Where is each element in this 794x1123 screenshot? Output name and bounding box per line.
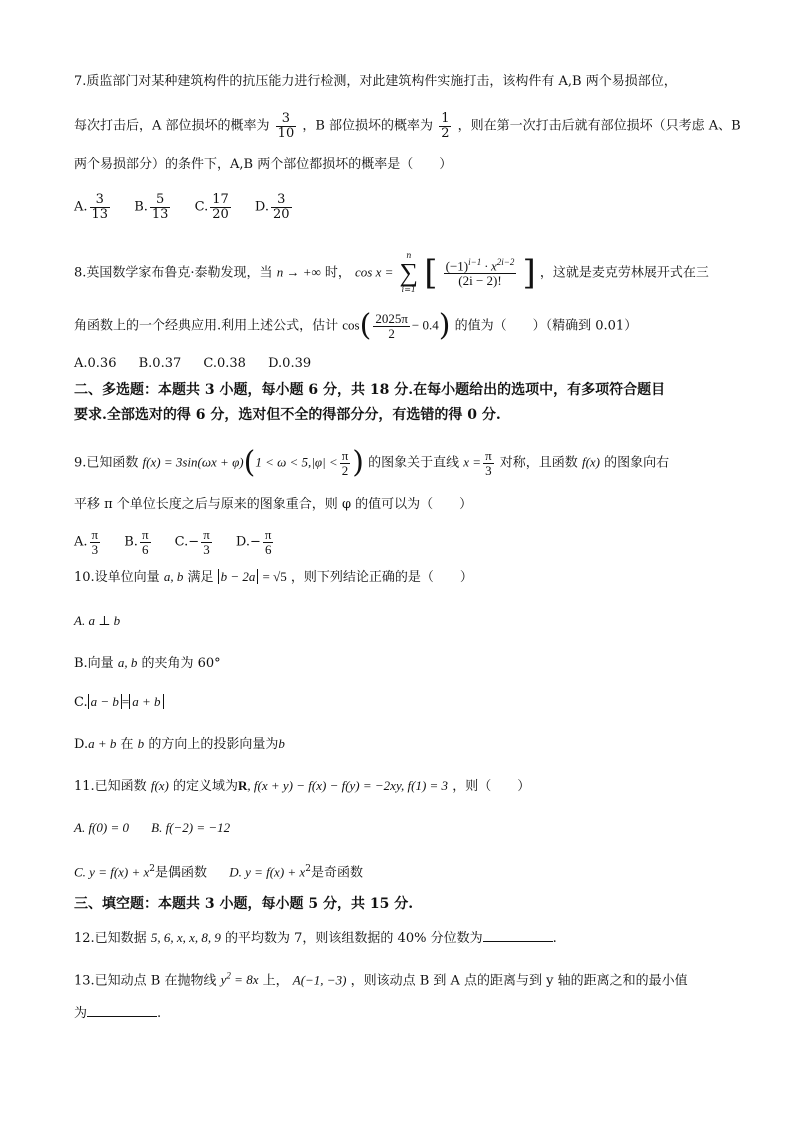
q9-option-b: B. $\frac{\pi}{6}$: [124, 527, 149, 557]
q8-option-a: A.0.36: [74, 356, 117, 371]
q11-option-d: D. $y = f(x) + x^2$是奇函数: [229, 864, 363, 881]
q7-line2-text-a: 每次打击后，A 部位损坏的概率为: [74, 118, 270, 134]
q8-line2-text-b: 的值为（ ）（精确到 0.01）: [454, 318, 638, 334]
q9-line2: 平移 π 个单位长度之后与原来的图象重合，则 φ 的值可以为（ ）: [74, 497, 473, 512]
q7-line3: [74, 155, 452, 175]
q9-option-d: D.− $\frac{\pi}{6}$: [235, 527, 272, 557]
q8-line1-text-b: 时，: [324, 265, 351, 281]
q7-fraction-a: $\frac{3}{10}$: [277, 111, 295, 141]
q11-option-a: A. f(0) = 0: [74, 820, 129, 835]
section2-heading-line1: 二、多选题：本题共 3 小题，每小题 6 分，共 18 分.在每小题给出的选项中，有多项符合题目: [74, 382, 666, 398]
q8-option-d: D.0.39: [268, 356, 312, 371]
q7-option-c: C. $\frac{17}{20}$: [194, 192, 229, 222]
q7-options: [74, 193, 312, 221]
q13-point-a: A(−1, −3): [292, 972, 347, 988]
q7-line2-text-b: ，B 部位损坏的概率为: [302, 118, 434, 134]
q7-line2-text-c: ，则在第一次打击后就有部位损坏（只考虑 A、B: [457, 118, 741, 134]
q8-line1: 8.英国数学家布鲁克·泰勒发现，当 n → +∞ 时， cos x = n ∑ i=1 [ $\frac{(-1)^{i-1} \cdot x^{2i-2}}{(2i - 2)!}$ ] ，这就是麦克劳林展开式在三: [74, 251, 709, 294]
q11-options-ab: [74, 818, 248, 839]
q8-formula-lhs: cos x =: [355, 264, 394, 280]
q12-answer-blank[interactable]: [483, 928, 553, 942]
q8-line2: 角函数上的一个经典应用.利用上述公式，估计 cos( $\frac{2025\pi}{2}$ − 0.4) 的值为（ ）（精确到 0.01）: [74, 308, 638, 344]
q7-option-d: D. $\frac{3}{20}$: [254, 192, 290, 222]
q13-line1: 13.已知动点 B 在抛物线 $y^2 = 8x$ 上， A(−1, −3) ，则该动点 B 到 A 点的距离与到 y 轴的距离之和的最小值: [74, 971, 688, 989]
q7-fraction-b: $\frac{1}{2}$: [441, 111, 450, 141]
q8-option-c: C.0.38: [203, 356, 246, 371]
q10-line1: 10.设单位向量 a, b 满足 b − 2a = √5 ，则下列结论正确的是（ ）: [74, 569, 473, 585]
q7-line1: [74, 72, 677, 92]
q11-functional-equation: , f(x + y) − f(x) − f(y) = −2xy, f(1) = 3: [247, 778, 449, 793]
q8-estimate-fraction: $\frac{2025\pi}{2}$: [375, 311, 408, 341]
q7-option-a: A. $\frac{3}{13}$: [74, 192, 109, 222]
q10-abs-expression: b − 2a: [218, 569, 259, 584]
q13-parabola: $y^2 = 8x$: [220, 971, 259, 988]
section2-heading-line2: 要求.全部选对的得 6 分，选对但不全的得部分分，有选错的得 0 分.: [74, 407, 501, 423]
q8-limit-condition: n → +∞: [276, 264, 321, 280]
q10-option-b: B.向量 a, b 的夹角为 60°: [74, 655, 221, 671]
q7-line3-text: 两个易损部分）的条件下，A,B 两个部位都损坏的概率是（ ）: [74, 157, 453, 172]
q10-vectors: a, b: [163, 569, 184, 584]
section3-heading: 三、填空题：本题共 3 小题，每小题 5 分，共 15 分.: [74, 896, 414, 912]
q13-line2: 为 .: [74, 1003, 161, 1024]
q8-summation: n ∑ i=1: [399, 251, 419, 294]
q9-option-a: A. $\frac{\pi}{3}$: [74, 527, 99, 557]
q10-option-c: C. a − b = a + b: [74, 692, 164, 713]
q9-line1: 9.已知函数 f(x) = 3sin(ωx + φ)(1 < ω < 5,|φ| < $\frac{\pi}{2}$ ) 的图象关于直线 x = $\frac{\pi}{3}$ 对称，且函数 f(x) 的图象向右: [74, 445, 670, 481]
q7-line2: [74, 112, 741, 140]
q8-line1-text-c: ，这就是麦克劳林展开式在三: [539, 265, 709, 281]
q9-option-c: C.− $\frac{\pi}{3}$: [174, 527, 210, 557]
q8-series-term: $\frac{(-1)^{i-1} \cdot x^{2i-2}}{(2i - 2)!}$: [445, 257, 515, 289]
q9-function: f(x) = 3sin(ωx + φ): [142, 454, 244, 470]
q8-options: [74, 354, 329, 374]
q13-answer-blank[interactable]: [87, 1003, 157, 1017]
q12-line: 12.已知数据 5, 6, x, x, 8, 9 的平均数为 7，则该组数据的 40% 分位数为 .: [74, 930, 557, 946]
q8-option-b: B.0.37: [138, 356, 182, 371]
q8-line2-text-a: 角函数上的一个经典应用.利用上述公式，估计: [74, 318, 339, 334]
q7-option-b: B. $\frac{5}{13}$: [134, 192, 169, 222]
q11-option-b: B. f(−2) = −12: [151, 820, 231, 835]
q10-option-a: A. a ⊥ b: [74, 613, 121, 628]
q11-option-c: C. $y = f(x) + x^2$是偶函数: [74, 864, 208, 881]
q8-line1-text-a: 8.英国数学家布鲁克·泰勒发现，当: [74, 265, 273, 281]
q10-option-d: D.a + b 在 b 的方向上的投影向量为b: [74, 736, 285, 752]
q9-options: [74, 528, 293, 556]
q7-line1-text: 7.质监部门对某种建筑构件的抗压能力进行检测，对此建筑构件实施打击，该构件有 A,B 两个易损部位，: [74, 74, 677, 89]
q11-options-cd: [74, 859, 381, 883]
q9-symmetry-line: $\frac{\pi}{3}$: [485, 448, 492, 478]
q12-data-set: 5, 6, x, x, 8, 9: [150, 930, 221, 945]
q11-line1: 11.已知函数 f(x) 的定义域为R, f(x + y) − f(x) − f(y) = −2xy, f(1) = 3 ，则（ ）: [74, 778, 531, 794]
